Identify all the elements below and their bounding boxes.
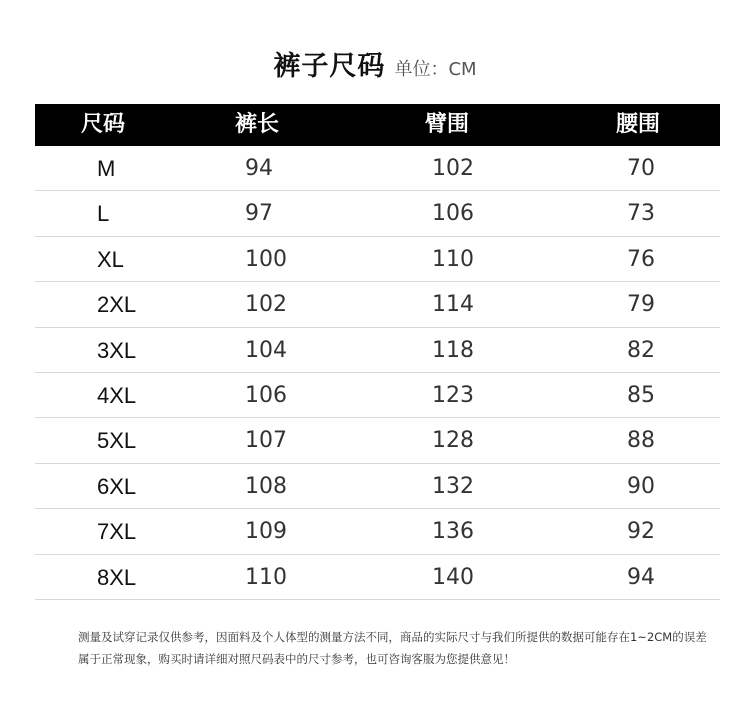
cell-waist: 90: [627, 473, 655, 499]
cell-hip: 102: [432, 156, 474, 181]
cell-size: 4XL: [97, 382, 137, 408]
size-table: [35, 104, 720, 600]
table-row: [35, 282, 720, 327]
cell-hip: 128: [432, 428, 474, 454]
header-pants-length: 裤长: [235, 112, 280, 137]
table-header: [35, 104, 720, 146]
cell-hip: 114: [432, 292, 474, 318]
cell-pants-length: 106: [245, 382, 287, 408]
table-row: [35, 237, 720, 282]
cell-hip: 123: [432, 382, 474, 408]
cell-waist: 85: [627, 382, 655, 408]
title-unit: 单位：CM: [394, 59, 477, 80]
cell-pants-length: 94: [245, 156, 273, 181]
cell-pants-length: 104: [245, 337, 287, 363]
cell-size: 8XL: [97, 564, 137, 590]
cell-pants-length: 109: [245, 519, 287, 545]
cell-size: M: [97, 156, 116, 181]
cell-pants-length: 107: [245, 428, 287, 454]
cell-hip: 106: [432, 201, 474, 227]
cell-size: 3XL: [97, 337, 137, 363]
table-row: [35, 509, 720, 554]
cell-waist: 76: [627, 246, 655, 272]
page-title: [0, 44, 750, 83]
cell-waist: 88: [627, 428, 655, 454]
header-waist: 腰围: [616, 112, 661, 137]
cell-waist: 73: [627, 201, 655, 227]
cell-hip: 118: [432, 337, 474, 363]
cell-size: 7XL: [97, 519, 137, 545]
cell-waist: 92: [627, 519, 655, 545]
cell-waist: 79: [627, 292, 655, 318]
table-row: [35, 146, 720, 191]
cell-pants-length: 97: [245, 201, 273, 227]
header-size: 尺码: [81, 112, 126, 137]
cell-hip: 136: [432, 519, 474, 545]
table-row: [35, 464, 720, 509]
cell-pants-length: 110: [245, 564, 287, 590]
cell-size: XL: [97, 246, 124, 272]
cell-hip: 110: [432, 246, 474, 272]
table-row: [35, 555, 720, 600]
note-line-2: 属于正常现象，购买时请详细对照尺码表中的尺寸参考，也可咨询客服为您提供意见！: [78, 652, 515, 666]
cell-hip: 132: [432, 473, 474, 499]
cell-size: 6XL: [97, 473, 137, 499]
header-hip: 臂围: [425, 112, 470, 137]
cell-pants-length: 100: [245, 246, 287, 272]
cell-size: L: [97, 201, 110, 227]
table-row: [35, 418, 720, 463]
cell-size: 2XL: [97, 292, 137, 318]
table-row: [35, 328, 720, 373]
title-main: 裤子尺码: [273, 51, 386, 82]
table-row: [35, 373, 720, 418]
cell-hip: 140: [432, 564, 474, 590]
cell-size: 5XL: [97, 428, 137, 454]
cell-waist: 70: [627, 156, 655, 181]
measurement-note: [78, 626, 718, 670]
cell-waist: 82: [627, 337, 655, 363]
cell-pants-length: 108: [245, 473, 287, 499]
table-row: [35, 191, 720, 236]
cell-waist: 94: [627, 564, 655, 590]
note-line-1: 测量及试穿记录仅供参考，因面料及个人体型的测量方法不同，商品的实际尺寸与我们所提供的数据可能存在1~2CM的误差: [78, 630, 707, 644]
cell-pants-length: 102: [245, 292, 287, 318]
